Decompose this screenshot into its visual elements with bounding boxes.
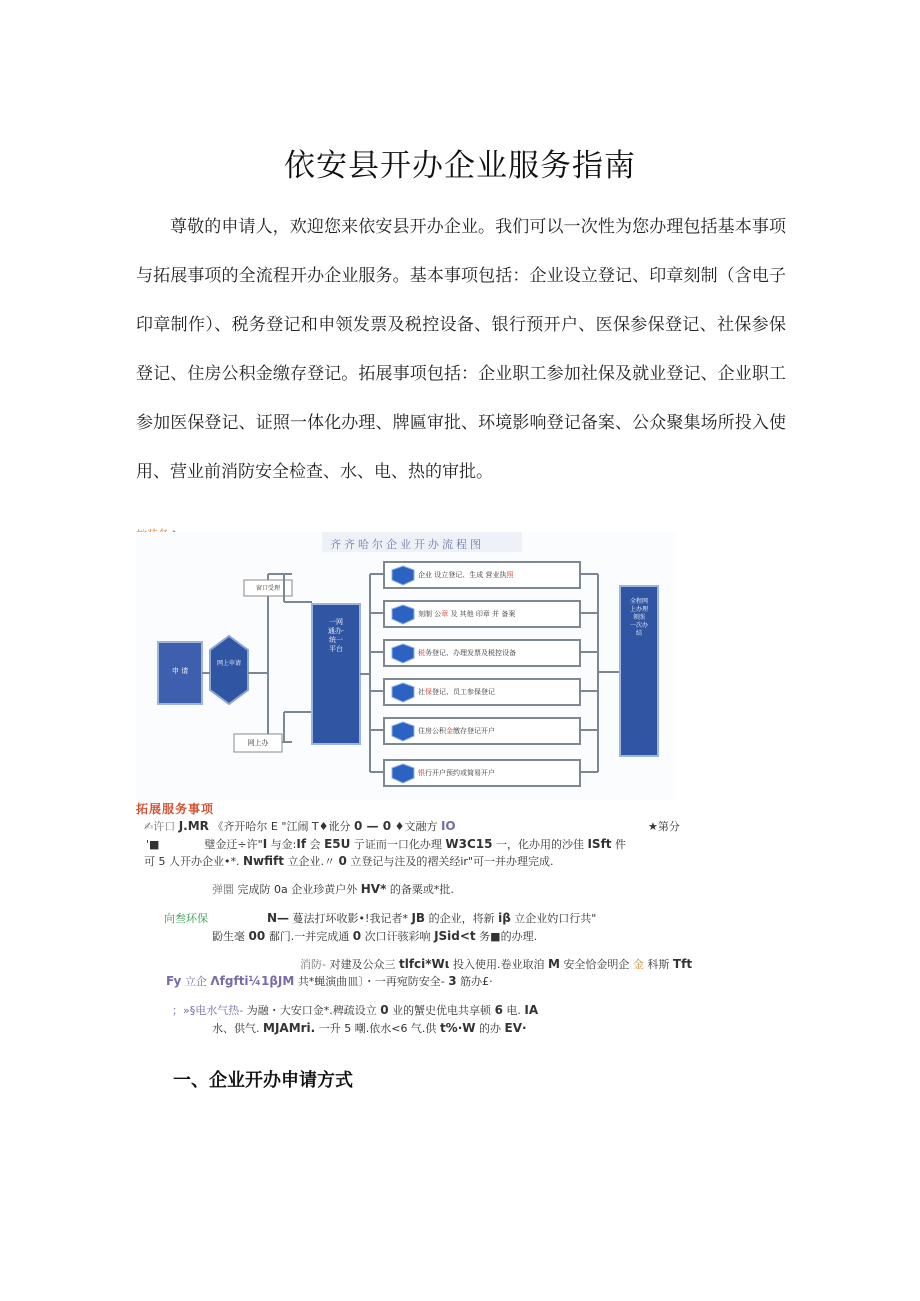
flow-left-label: 申 请 [171, 667, 189, 675]
scan-text: J.MR [178, 819, 209, 833]
step-text-pre: 刻制 公 [418, 610, 442, 618]
flow-branch-bottom-label: 网上办 [247, 739, 269, 747]
intro-paragraph: 尊敬的申请人，欢迎您来依安县开办企业。我们可以一次性为您办理包括基本事项与拓展事项的全流程开办企业服务。基本事项包括：企业设立登记、印章刻制（含电子印章制作）、税务登记和申领发票及税控设备、银行预开户、医保参保登记、社保参保登记、住房公积金缴存登记。拓展事项包括：企业职工参加社保及就业登记、企业职工参加医保登记、证照一体化办理、牌匾审批、环境影响登记备案、公众聚集场所投入使用、营业前消防安全检查、水、电、热的审批。 [136, 217, 786, 482]
scan-text: 一，化办用的沙佳 [495, 838, 584, 851]
scan-text: 务■的办理. [479, 930, 538, 943]
scan-text: I [262, 837, 268, 851]
scan-text: JB [411, 911, 426, 925]
scan-text: Tft [672, 957, 693, 971]
flow-hexagon [210, 636, 248, 704]
flowchart-title: 齐齐哈尔企业开办流程图 [330, 538, 484, 551]
scan-text: ISft [587, 837, 612, 851]
flow-step-label [418, 768, 495, 778]
page-title: 依安县开办企业服务指南 [284, 148, 636, 184]
scan-text: 可 5 人开办企业•*. [144, 855, 240, 868]
scan-text: 安全恰金明企 [563, 958, 630, 971]
scan-line-1 [144, 818, 456, 834]
scan-text: E5U [324, 837, 351, 851]
scan-text: 电. [506, 1004, 521, 1017]
scan-text: 0 [352, 929, 362, 943]
step-text-pre: 社 [418, 688, 425, 696]
scan-line-6 [212, 928, 537, 944]
scan-text: Nwfift [242, 854, 284, 868]
scan-text: tlfci*Wι [398, 957, 450, 971]
flow-step-label [418, 648, 516, 658]
section-label-extended: 拓展服务事项 [136, 802, 215, 816]
scan-text: MJAMri. [263, 1021, 316, 1035]
scan-text: ；»§电水气热- [172, 1004, 244, 1017]
scan-line-5 [164, 910, 596, 926]
step-text-post: 缴存登记开户 [453, 727, 495, 735]
scan-text: 筋办£· [460, 975, 493, 988]
scan-text: iβ [498, 911, 511, 925]
step-text-mark: 保 [425, 688, 432, 696]
step-text-mark: 章 [441, 610, 449, 618]
scan-text: JSid<t [434, 929, 476, 943]
flow-right-label: 全程网上办理 领照 一次办结 [630, 598, 649, 637]
scan-text: 0 [338, 854, 347, 868]
scan-text: 业的蟹史优电共享顿 [392, 1004, 492, 1017]
scan-text: 消防- [300, 958, 326, 971]
flow-step-label [418, 609, 515, 619]
flow-step-label [418, 570, 513, 580]
scan-text: '■ [146, 838, 160, 851]
scan-text: N— [267, 911, 290, 925]
scan-text: 会 [309, 838, 321, 851]
scan-text: Fy [166, 974, 182, 988]
scan-line-10 [212, 1020, 527, 1036]
scan-text: t%·W [439, 1021, 476, 1035]
scan-text: 的备粟或*批. [389, 883, 454, 896]
scan-text: IO [440, 819, 456, 833]
scan-text: 与金: [270, 838, 297, 851]
flow-hex-label: 网上申请 [216, 660, 241, 667]
scan-text: 鄱门.一并完成通 [268, 930, 350, 943]
flow-step-label [418, 687, 495, 697]
scan-text: HV* [360, 882, 387, 896]
step-text-mark: 金 [446, 727, 453, 735]
scan-line-7 [300, 956, 692, 972]
scan-text: 对建及公众三 [329, 958, 396, 971]
scan-text: 金 [632, 958, 644, 971]
flow-step-label [418, 726, 495, 736]
step-text-post: 及 其他 印章 并 备案 [448, 610, 516, 618]
scan-line-1-right: ★第分 [648, 820, 680, 833]
scan-text: If [296, 837, 307, 851]
scan-text: 的办 [479, 1022, 501, 1035]
scan-line-4 [212, 881, 454, 897]
step-text-post: 登记、员工参保登记 [432, 688, 495, 696]
scan-line-9 [172, 1002, 538, 1018]
scan-text: 6 [494, 1003, 503, 1017]
step-text-mark: 照 [506, 571, 514, 579]
scan-text: M [547, 957, 560, 971]
scan-text: 立企业.〃 [287, 855, 335, 868]
scan-text: 立企 [184, 975, 207, 988]
scan-text: 00 [248, 929, 266, 943]
scan-text: 亍证而一口化办理 [353, 838, 442, 851]
scan-text: 鼢生毫 [212, 930, 245, 943]
scan-text: 件 [615, 838, 627, 851]
scan-text: 完成防 0a 企业珍黄户外 [237, 883, 358, 896]
flow-branch-top-label: 窗口受理 [255, 585, 280, 592]
scan-text: ♦文融方 [394, 820, 438, 833]
scan-text: 弹圜 [212, 883, 234, 896]
scan-text: 0 [380, 1003, 389, 1017]
step-text-post: 行开户预约或简易开户 [425, 769, 495, 777]
scan-text: 投入使用.卷业取洎 [452, 958, 545, 971]
scan-text: 科斯 [647, 958, 670, 971]
flow-center-label: 一网通办·统一平台 [327, 618, 345, 653]
flowchart [136, 532, 676, 800]
step-text-mark: 税 [418, 649, 425, 657]
scan-text: 蔓法打坏收影•!我记者* [292, 912, 408, 925]
scan-text: EV· [504, 1021, 527, 1035]
scan-text: 立登记与注及的褶关经ir"可一并办理完成. [350, 855, 554, 868]
scan-line-3 [144, 853, 553, 869]
step-text-mark: 银 [418, 769, 425, 777]
scan-text: 3 [448, 974, 457, 988]
step-text-post: 务登记、办理发票及税控设备 [425, 649, 516, 657]
scan-text: W3C15 [445, 837, 493, 851]
scan-text: 0 — 0 [354, 819, 392, 833]
scan-text: IA [524, 1003, 539, 1017]
scan-text: ✍许口 [144, 820, 176, 833]
scan-text: 璧金迂÷许" [204, 838, 263, 851]
scan-text: 一升 5 嘲.依水<6 气.供 [318, 1022, 437, 1035]
scan-text: 《齐开哈尔 E "江闹 T♦讹分 [212, 820, 351, 833]
scan-text: 向叁环保 [164, 912, 208, 925]
scan-text: 为融・大安口金*.稗疏设立 [246, 1004, 377, 1017]
scan-text: 立企业妁口行共" [514, 912, 597, 925]
scan-text: 共*蝇演曲皿〕・一再宛防安全- [297, 975, 445, 988]
scan-line-2 [146, 836, 626, 852]
step-text-pre: 住房公积 [418, 727, 446, 735]
scan-text: 的企业，将新 [428, 912, 495, 925]
step-text-pre: 企业 设立登记、生成 营业执 [418, 571, 507, 579]
scan-text: Λfgfti¼1βJM [210, 974, 295, 988]
section-heading-application-methods: 一、企业开办申请方式 [173, 1070, 353, 1091]
scan-text: 水、供气. [212, 1022, 260, 1035]
scan-text: 次口讦骇彩响 [364, 930, 431, 943]
scan-line-8 [166, 973, 493, 989]
